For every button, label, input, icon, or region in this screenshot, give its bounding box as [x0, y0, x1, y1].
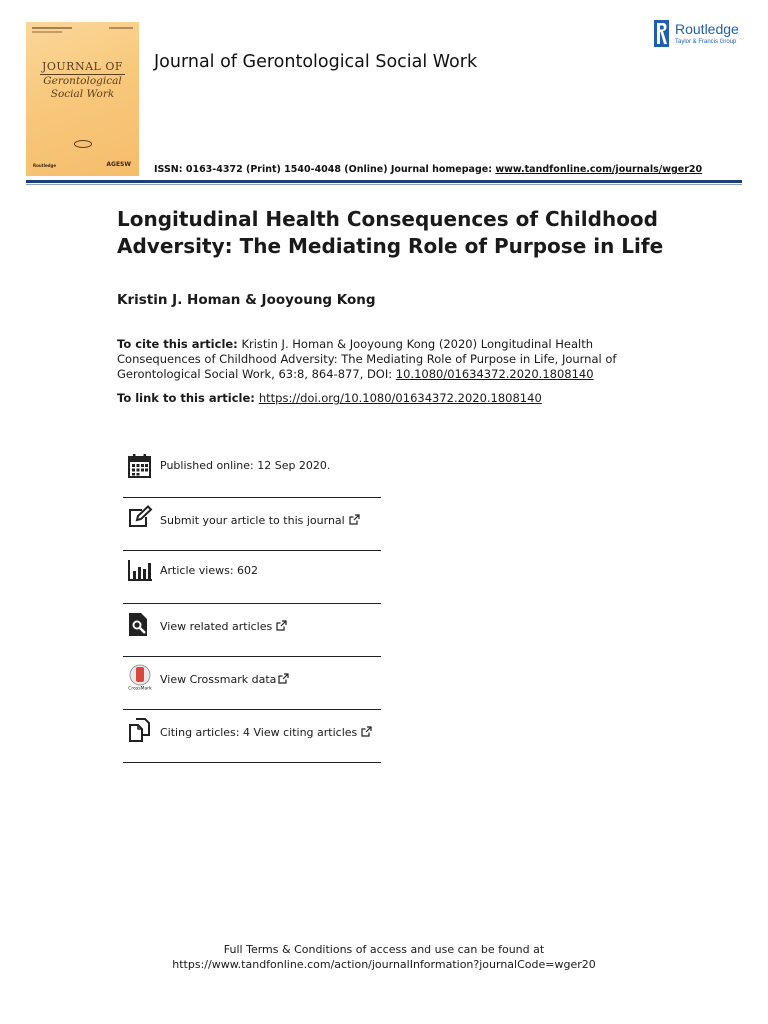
article-authors: Kristin J. Homan & Jooyoung Kong	[117, 292, 376, 308]
divider	[123, 603, 381, 604]
submit-label: Submit your article to this journal	[160, 514, 345, 527]
cover-line-1: JOURNAL OF	[41, 60, 123, 73]
cite-text: Kristin J. Homan & Jooyoung Kong (2020) Longitudinal Health Consequences of Childhood Adversity: The Mediating Role of Purpose in Life, Journal of Gerontological Social Work, 63:8, 864-877, DOI:	[117, 337, 617, 381]
divider	[123, 656, 381, 657]
citing-documents-icon	[127, 717, 153, 743]
footer-line-1: Full Terms & Conditions of access and use can be found at	[223, 943, 545, 956]
published-date: Published online: 12 Sep 2020.	[160, 459, 331, 472]
journal-homepage-link[interactable]: www.tandfonline.com/journals/wger20	[495, 164, 703, 175]
issn-text: ISSN: 0163-4372 (Print) 1540-4048 (Online) Journal homepage:	[154, 164, 496, 175]
citation-block	[117, 337, 657, 382]
journal-cover-image	[26, 22, 139, 176]
article-doi-link[interactable]: https://doi.org/10.1080/01634372.2020.1808140	[258, 391, 542, 405]
terms-footer	[0, 942, 768, 972]
link-label: To link to this article:	[117, 391, 255, 405]
related-articles-link[interactable]	[160, 620, 287, 633]
journal-name: Journal of Gerontological Social Work	[154, 52, 478, 72]
cover-line-3: Social Work	[50, 88, 115, 101]
submit-article-link[interactable]	[160, 514, 360, 527]
bar-chart-icon	[127, 558, 153, 584]
external-link-icon	[276, 620, 287, 631]
article-link-line	[117, 391, 542, 405]
edit-icon	[127, 505, 153, 531]
citing-label: Citing articles: 4 View citing articles	[160, 726, 358, 739]
crossmark-label: View Crossmark data	[160, 673, 277, 686]
cover-line-2: Gerontological	[43, 75, 122, 87]
cover-publisher-left: Routledge	[33, 163, 57, 168]
logo-subtitle: Taylor & Francis Group	[675, 39, 737, 45]
cite-doi-link[interactable]: 10.1080/01634372.2020.1808140	[395, 367, 594, 381]
logo-name: Routledge	[675, 21, 739, 37]
divider	[123, 550, 381, 551]
external-link-icon	[349, 514, 360, 525]
external-link-icon	[361, 726, 372, 737]
divider	[123, 762, 381, 763]
calendar-icon	[127, 453, 153, 479]
cover-ornament	[74, 140, 92, 148]
external-link-icon	[278, 673, 289, 684]
related-label: View related articles	[160, 620, 273, 633]
document-search-icon	[127, 612, 153, 638]
routledge-r-icon	[654, 20, 669, 47]
divider	[123, 497, 381, 498]
routledge-logo	[654, 20, 746, 50]
article-views: Article views: 602	[160, 564, 259, 577]
crossmark-icon	[127, 664, 153, 690]
footer-terms-link[interactable]: https://www.tandfonline.com/action/journalInformation?journalCode=wger20	[172, 958, 596, 971]
cite-label: To cite this article:	[117, 337, 238, 351]
header-rule-thin	[26, 184, 742, 185]
divider	[123, 709, 381, 710]
crossmark-link[interactable]	[160, 673, 289, 686]
issn-line	[154, 164, 702, 175]
citing-articles-link[interactable]	[160, 726, 372, 739]
article-title: Longitudinal Health Consequences of Childhood Adversity: The Mediating Role of Purpose in Life	[117, 207, 664, 258]
crossmark-caption: CrossMark	[128, 686, 152, 690]
cover-publisher-right: AGESW	[106, 161, 131, 168]
